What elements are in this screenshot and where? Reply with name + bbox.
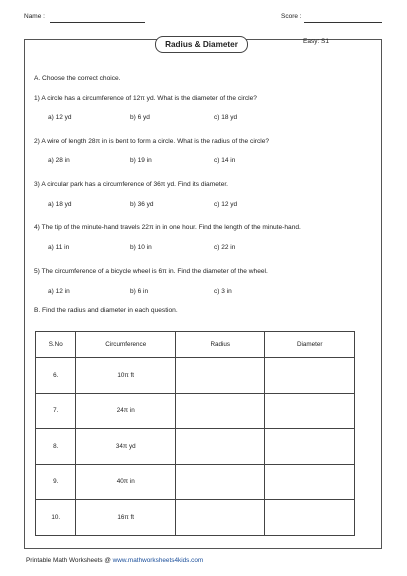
diameter-answer-cell[interactable] [265,464,355,500]
worksheet-title: Radius & Diameter [155,36,248,53]
table-row [36,429,355,465]
table-row [36,393,355,429]
col-radius-header: Radius [176,332,265,358]
q1-choice-c[interactable]: c) 18 yd [214,114,238,121]
diameter-answer-cell[interactable] [265,358,355,394]
q5-choice-c[interactable]: c) 3 in [214,288,232,295]
radius-answer-cell[interactable] [176,358,265,394]
table-header-row [36,332,355,358]
col-sno-header: S.No [36,332,76,358]
row-sno: 8. [36,429,76,465]
question-1: 1) A circle has a circumference of 12π yd. What is the diameter of the circle? [34,95,257,102]
q2-choice-b[interactable]: b) 19 in [130,157,152,164]
section-a-instruction: A. Choose the correct choice. [34,75,121,82]
q4-choice-b[interactable]: b) 10 in [130,244,152,251]
row-circumference: 16π ft [76,500,176,536]
footer-label: Printable Math Worksheets @ [26,557,113,564]
table-row [36,464,355,500]
q3-choice-a[interactable]: a) 18 yd [48,201,72,208]
name-line[interactable] [50,22,145,23]
col-circumference-header: Circumference [76,332,176,358]
answer-table [35,331,355,536]
q4-choice-c[interactable]: c) 22 in [214,244,236,251]
row-sno: 7. [36,393,76,429]
section-b-instruction: B. Find the radius and diameter in each question. [34,307,178,314]
row-circumference: 40π in [76,464,176,500]
row-circumference: 10π ft [76,358,176,394]
q4-choice-a[interactable]: a) 11 in [48,244,70,251]
footer-site-link[interactable]: www.mathworksheets4kids.com [112,557,204,564]
table-row [36,358,355,394]
row-sno: 9. [36,464,76,500]
table-row [36,500,355,536]
radius-answer-cell[interactable] [176,464,265,500]
question-5: 5) The circumference of a bicycle wheel is 6π in. Find the diameter of the wheel. [34,268,268,275]
footer [26,557,203,564]
col-diameter-header: Diameter [265,332,355,358]
radius-answer-cell[interactable] [176,500,265,536]
diameter-answer-cell[interactable] [265,393,355,429]
q1-choice-a[interactable]: a) 12 yd [48,114,72,121]
question-3: 3) A circular park has a circumference of 36π yd. Find its diameter. [34,181,229,188]
q5-choice-b[interactable]: b) 6 in [130,288,149,295]
q5-choice-a[interactable]: a) 12 in [48,288,70,295]
level-label: Easy: S1 [303,38,330,45]
row-circumference: 34π yd [76,429,176,465]
score-label: Score : [281,13,302,20]
q1-choice-b[interactable]: b) 6 yd [130,114,150,121]
question-2: 2) A wire of length 28π in is bent to form a circle. What is the radius of the circle? [34,138,270,145]
diameter-answer-cell[interactable] [265,500,355,536]
row-sno: 6. [36,358,76,394]
diameter-answer-cell[interactable] [265,429,355,465]
score-line[interactable] [304,22,382,23]
q2-choice-c[interactable]: c) 14 in [214,157,236,164]
q3-choice-c[interactable]: c) 12 yd [214,201,238,208]
row-circumference: 24π in [76,393,176,429]
question-4: 4) The tip of the minute-hand travels 22π in in one hour. Find the length of the minute-hand. [34,224,301,231]
name-label: Name : [24,13,45,20]
q3-choice-b[interactable]: b) 36 yd [130,201,154,208]
radius-answer-cell[interactable] [176,429,265,465]
row-sno: 10. [36,500,76,536]
radius-answer-cell[interactable] [176,393,265,429]
q2-choice-a[interactable]: a) 28 in [48,157,70,164]
